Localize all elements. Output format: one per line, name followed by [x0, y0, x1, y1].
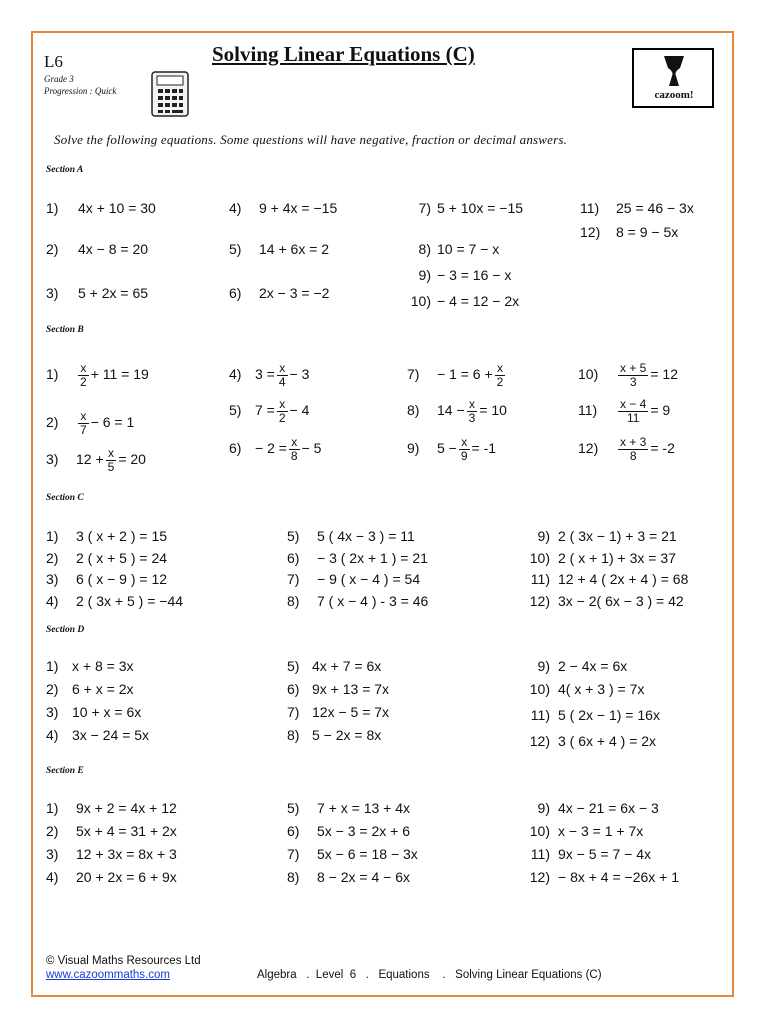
question-a2: 2) 4x − 8 = 20 — [46, 241, 149, 257]
instructions: Solve the following equations. Some questions will have negative, fraction or decimal answers. — [54, 132, 568, 147]
footer-breadcrumb: Algebra . Level 6 . Equations . Solving Linear Equations (C) — [257, 969, 602, 981]
question-b8: 8) 14 − $\frac{x}{3}$ = 10 — [407, 397, 507, 425]
question-e7: 7) 5x − 6 = 18 − 3x — [287, 846, 418, 862]
question-b9: 9) 5 − $\frac{x}{9}$ = -1 — [407, 435, 497, 463]
question-a5: 5) 14 + 6x = 2 — [229, 241, 330, 257]
question-c6: 6) − 3 ( 2x + 1 ) = 21 — [287, 550, 428, 566]
footer-copyright: © Visual Maths Resources Ltd — [46, 955, 201, 967]
question-d9: 9) 2 − 4x = 6x — [537, 658, 628, 674]
question-a11: 11) 25 = 46 − 3x — [580, 200, 694, 216]
question-d1: 1) x + 8 = 3x — [46, 658, 134, 674]
grade-label: Grade 3 — [44, 74, 74, 84]
page-title: Solving Linear Equations (C) — [212, 42, 475, 66]
section-e-label: Section E — [46, 766, 84, 776]
calculator-icon — [150, 70, 192, 120]
footer-website-link[interactable]: www.cazoommaths.com — [46, 969, 170, 981]
level-label: L6 — [44, 52, 63, 71]
question-d4: 4) 3x − 24 = 5x — [46, 727, 150, 743]
question-e1: 1) 9x + 2 = 4x + 12 — [46, 800, 177, 816]
question-c7: 7) − 9 ( x − 4 ) = 54 — [287, 571, 421, 587]
question-a7: 7) 5 + 10x = −15 — [418, 200, 524, 216]
section-a-label: Section A — [46, 165, 84, 175]
question-b3: 3) 12 + $\frac{x}{5}$ = 20 — [46, 446, 146, 474]
question-b7: 7) − 1 = 6 + $\frac{x}{2}$ — [407, 361, 504, 389]
question-b5: 5) 7 = $\frac{x}{2}$ − 4 — [229, 397, 310, 425]
question-c10: 10) 2 ( x + 1) + 3x = 37 — [529, 550, 676, 566]
question-e3: 3) 12 + 3x = 8x + 3 — [46, 846, 177, 862]
question-a10: 10) − 4 = 12 − 2x — [410, 293, 520, 309]
question-b10: 10) $\frac{x + 5}{3}$ = 12 — [578, 361, 678, 389]
question-d7: 7) 12x − 5 = 7x — [287, 704, 390, 720]
question-e5: 5) 7 + x = 13 + 4x — [287, 800, 411, 816]
progression-label: Progression : Quick — [44, 86, 117, 96]
question-a12: 12) 8 = 9 − 5x — [580, 224, 679, 240]
question-b4: 4) 3 = $\frac{x}{4}$ − 3 — [229, 361, 310, 389]
question-b12: 12) $\frac{x + 3}{8}$ = -2 — [578, 435, 675, 463]
question-c2: 2) 2 ( x + 5 ) = 24 — [46, 550, 168, 566]
question-d10: 10) 4( x + 3 ) = 7x — [529, 681, 645, 697]
drum-icon — [662, 54, 686, 88]
question-b6: 6) − 2 = $\frac{x}{8}$ − 5 — [229, 435, 322, 463]
question-d12: 12) 3 ( 6x + 4 ) = 2x — [529, 733, 657, 749]
question-e4: 4) 20 + 2x = 6 + 9x — [46, 869, 177, 885]
question-e8: 8) 8 − 2x = 4 − 6x — [287, 869, 411, 885]
question-d5: 5) 4x + 7 = 6x — [287, 658, 382, 674]
question-a8: 8) 10 = 7 − x — [418, 241, 500, 257]
logo-text: cazoom! — [654, 89, 694, 101]
question-a4: 4) 9 + 4x = −15 — [229, 200, 338, 216]
section-b-label: Section B — [46, 325, 84, 335]
question-d8: 8) 5 − 2x = 8x — [287, 727, 382, 743]
question-c5: 5) 5 ( 4x − 3 ) = 11 — [287, 528, 415, 544]
question-c4: 4) 2 ( 3x + 5 ) = −44 — [46, 593, 184, 609]
question-a9: 9) − 3 = 16 − x — [418, 267, 512, 283]
question-d6: 6) 9x + 13 = 7x — [287, 681, 390, 697]
question-a3: 3) 5 + 2x = 65 — [46, 285, 149, 301]
question-e10: 10) x − 3 = 1 + 7x — [529, 823, 644, 839]
question-d3: 3) 10 + x = 6x — [46, 704, 142, 720]
question-c12: 12) 3x − 2( 6x − 3 ) = 42 — [529, 593, 684, 609]
question-c9: 9) 2 ( 3x − 1) + 3 = 21 — [537, 528, 677, 544]
question-e2: 2) 5x + 4 = 31 + 2x — [46, 823, 177, 839]
section-d-label: Section D — [46, 625, 85, 635]
question-e12: 12) − 8x + 4 = −26x + 1 — [529, 869, 680, 885]
question-d11: 11) 5 ( 2x − 1) = 16x — [530, 707, 660, 723]
question-c1: 1) 3 ( x + 2 ) = 15 — [46, 528, 168, 544]
question-e6: 6) 5x − 3 = 2x + 6 — [287, 823, 411, 839]
question-a6: 6) 2x − 3 = −2 — [229, 285, 330, 301]
question-b11: 11) $\frac{x - 4}{11}$ = 9 — [578, 397, 671, 425]
question-e11: 11) 9x − 5 = 7 − 4x — [530, 846, 652, 862]
section-c-label: Section C — [46, 493, 84, 503]
question-b1: 1) $\frac{x}{2}$ + 11 = 19 — [46, 361, 149, 389]
question-c11: 11) 12 + 4 ( 2x + 4 ) = 68 — [530, 571, 689, 587]
question-a1: 1) 4x + 10 = 30 — [46, 200, 156, 216]
question-d2: 2) 6 + x = 2x — [46, 681, 134, 697]
question-c3: 3) 6 ( x − 9 ) = 12 — [46, 571, 168, 587]
question-b2: 2) $\frac{x}{7}$ − 6 = 1 — [46, 409, 135, 437]
question-e9: 9) 4x − 21 = 6x − 3 — [537, 800, 659, 816]
question-c8: 8) 7 ( x − 4 ) - 3 = 46 — [287, 593, 429, 609]
